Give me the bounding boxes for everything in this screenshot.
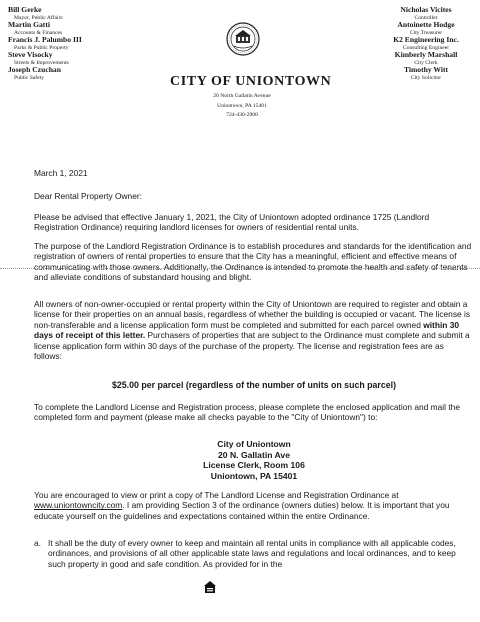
requirement-text: All owners of non-owner-occupied or rental property within the City of Uniontown are required to register and obtain a license for their properties on an annual basis, regardless of whether the building is occupied or vacant. The license is non-transferable and a license application form must be completed and submitted for each parcel owned xyxy=(34,299,471,330)
official-entry xyxy=(8,21,82,36)
official-role: Streets & Improvements xyxy=(14,59,69,66)
official-role: Controller xyxy=(414,14,438,21)
official-name: Steve Visocky xyxy=(8,50,53,59)
paragraph-mailing-instructions: To complete the Landlord License and Registration process, please complete the enclosed application and mail the completed form and payment (please make all checks payable to the "City of Uniontown") to: xyxy=(34,402,460,423)
fee-line: $25.00 per parcel (regardless of the number of units on such parcel) xyxy=(111,380,397,390)
mailing-address-line: 20 N. Gallatin Ave xyxy=(218,449,290,460)
official-role: Parks & Public Property xyxy=(14,44,69,51)
paragraph-effective-date: Please be advised that effective January 1, 2021, the City of Uniontown adopted ordinance 1725 (Landlord Registration Ordinance) requiring landlord licenses for owners of residential rental units. xyxy=(34,212,430,233)
paragraph-purpose: The purpose of the Landlord Registration Ordinance is to establish procedures and standards for the identification and registration of owners of rental properties to ensure that the City has a meaningful, efficient and effective means of communicating with those owners. Additionally, the Ordinance is intended to promote the health and safety of tenants and alleviate conditions of substandard housing and blight. xyxy=(34,241,472,283)
address-line: Uniontown, PA 15401 xyxy=(217,102,267,109)
right-officials-list xyxy=(376,6,476,81)
address-line: 20 North Gallatin Avenue xyxy=(213,93,271,99)
mailing-address-line: City of Uniontown xyxy=(217,439,291,449)
left-officials-list xyxy=(8,6,82,81)
official-entry xyxy=(376,36,476,51)
official-name: Nicholas Vicites xyxy=(400,5,452,14)
official-name: K2 Engineering Inc. xyxy=(393,35,459,44)
salutation: Dear Rental Property Owner: xyxy=(34,191,142,201)
letter-date: March 1, 2021 xyxy=(34,168,88,178)
phone-number: 724-430-2900 xyxy=(226,112,258,119)
city-seal-icon xyxy=(226,22,260,56)
paragraph-registration-requirement xyxy=(34,299,474,361)
letterhead-address xyxy=(196,92,288,121)
mailing-address-line: Uniontown, PA 15401 xyxy=(210,470,298,481)
official-name: Timothy Witt xyxy=(403,65,449,74)
official-name: Bill Gerke xyxy=(8,5,42,14)
paragraph-ordinance-reference xyxy=(34,490,474,521)
purchaser-text: Purchasers of properties that are subject to the Ordinance must complete and submit a license application form within 30 days of the purchase of the property. The license and registration fees are as follows: xyxy=(34,330,470,362)
official-name: Francis J. Palumbo III xyxy=(8,35,82,44)
official-entry xyxy=(376,6,476,21)
official-role: City Solicitor xyxy=(410,74,442,81)
ordinance-text: You are encouraged to view or print a copy of The Landlord License and Registration Ordinance at xyxy=(34,490,399,500)
official-name: Antoinette Hodge xyxy=(397,20,455,29)
equal-housing-opportunity-icon xyxy=(203,580,217,594)
mailing-address-block xyxy=(34,439,474,481)
official-entry xyxy=(376,51,476,66)
official-role: Accounts & Finances xyxy=(14,29,63,36)
official-entry xyxy=(8,6,82,21)
official-entry xyxy=(8,66,82,81)
scan-divider xyxy=(0,268,480,269)
official-name: Kimberly Marshall xyxy=(394,50,458,59)
official-entry xyxy=(376,66,476,81)
official-entry xyxy=(376,21,476,36)
ordinance-text-cont: . I am providing Section 3 of the ordinance (owners duties) below. It is important that you educate yourself on the guidelines and expectations contained within the entire Ordinance. xyxy=(34,500,450,521)
official-role: Mayor, Public Affairs xyxy=(14,14,63,21)
official-name: Martin Gatti xyxy=(8,20,50,29)
official-role: Public Safety xyxy=(14,74,44,81)
official-entry xyxy=(8,51,82,66)
official-name: Joseph Czuchan xyxy=(8,65,61,74)
item-a-label: a. xyxy=(34,538,41,548)
owner-duty-item-a: It shall be the duty of every owner to keep and maintain all rental units in compliance with all applicable codes, ordinances, and provisions of all other applicable state laws and regulations and local ordinances, and to keep such property in good and safe condition. As provided for in the xyxy=(48,538,456,569)
official-role: City Treasurer xyxy=(409,29,443,36)
mailing-address-line: License Clerk, Room 106 xyxy=(203,460,305,471)
website-link[interactable]: www.uniontowncity.com xyxy=(34,500,123,511)
official-entry xyxy=(8,36,82,51)
official-role: Consulting Engineer xyxy=(402,44,450,51)
official-role: City Clerk xyxy=(414,59,438,66)
deadline-text: within 30 days of receipt of this letter. xyxy=(34,319,460,341)
city-name-heading: CITY OF UNIONTOWN xyxy=(170,74,332,89)
